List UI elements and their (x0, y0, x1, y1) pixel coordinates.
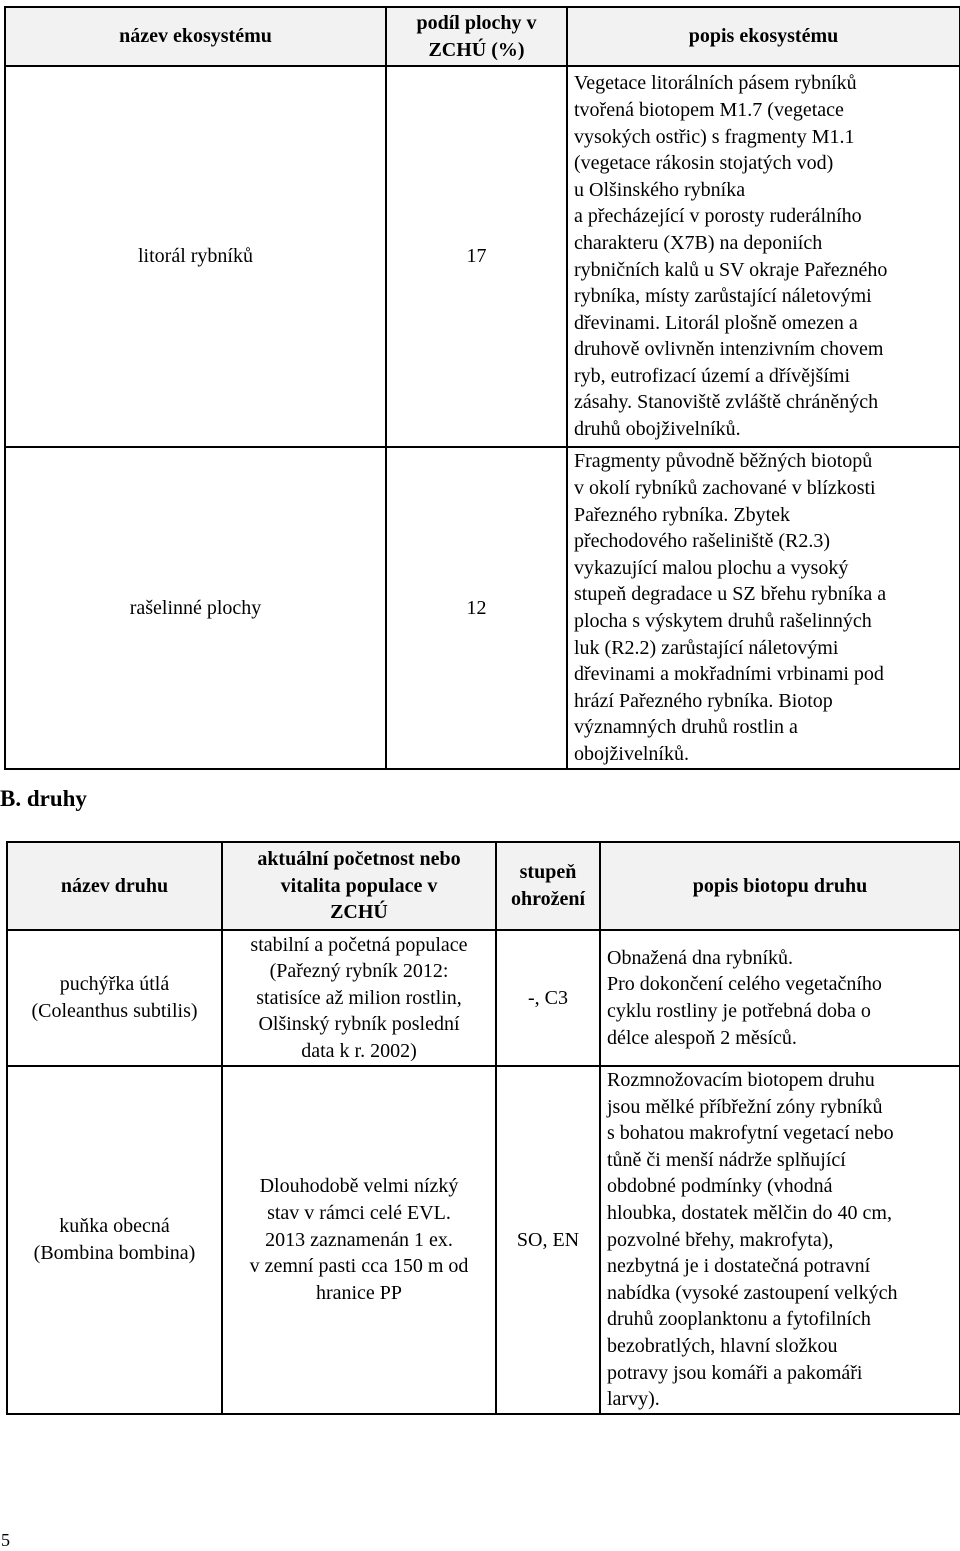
species-name: puchýřka útlá (Coleanthus subtilis) (7, 930, 222, 1066)
species-header-row (7, 842, 960, 930)
header-habitat-description: popis biotopu druhu (600, 842, 960, 930)
ecosystem-description: Fragmenty původně běžných biotopů v okolí rybníků zachované v blízkosti Pařezného rybníka. Zbytek přechodového rašeliniště (R2.3) vykazující malou plochu a vysoký stupeň degradace u SZ břehu rybníka a plocha s výskytem druhů rašelinných luk (R2.2) zarůstající náletovými dřevinami a mokřadními vrbinami pod hrází Pařezného rybníka. Biotop významných druhů rostlin a obojživelníků. (567, 447, 960, 769)
header-species-name: název druhu (7, 842, 222, 930)
ecosystem-share: 12 (386, 447, 567, 769)
section-heading-species: B. druhy (0, 786, 87, 811)
ecosystem-row (5, 447, 960, 769)
species-table (6, 841, 960, 1415)
species-abundance: Dlouhodobě velmi nízký stav v rámci celé EVL. 2013 zaznamenán 1 ex. v zemní pasti cca 150 m od hranice PP (222, 1066, 496, 1414)
header-area-share: podíl plochy v ZCHÚ (%) (386, 7, 567, 66)
species-habitat: Rozmnožovacím biotopem druhu jsou mělké příbřežní zóny rybníků s bohatou makrofytní vegetací nebo tůně či menší nádrže splňující obdobné podmínky (vhodná hloubka, dostatek mělčin do 40 cm, pozvolné břehy, makrofyta), nezbytná je i dostatečná potravní nabídka (vysoké zastoupení velkých druhů zooplanktonu a fytofilních bezobratlých, hlavní složkou potravy jsou komáři a pakomáři larvy). (600, 1066, 960, 1414)
header-threat-level: stupeň ohrožení (496, 842, 600, 930)
species-abundance: stabilní a početná populace (Pařezný rybník 2012: statisíce až milion rostlin, Olšinský rybník poslední data k r. 2002) (222, 930, 496, 1066)
ecosystem-table (4, 6, 960, 770)
species-habitat: Obnažená dna rybníků. Pro dokončení celého vegetačního cyklu rostliny je potřebná doba o délce alespoň 2 měsíců. (600, 930, 960, 1066)
ecosystem-name: litorál rybníků (5, 66, 386, 447)
ecosystem-description: Vegetace litorálních pásem rybníků tvořená biotopem M1.7 (vegetace vysokých ostřic) s fragmenty M1.1 (vegetace rákosin stojatých vod) u Olšinského rybníka a přecházející v porosty ruderálního charakteru (X7B) na deponiích rybničních kalů u SV okraje Pařezného rybníka, místy zarůstající náletovými dřevinami. Litorál plošně omezen a druhově ovlivněn intenzivním chovem ryb, eutrofizací území a dřívějšími zásahy. Stanoviště zvláště chráněných druhů obojživelníků. (567, 66, 960, 447)
ecosystem-header-row (5, 7, 960, 66)
species-name: kuňka obecná (Bombina bombina) (7, 1066, 222, 1414)
species-row (7, 930, 960, 1066)
species-threat: -, C3 (496, 930, 600, 1066)
page-number: 5 (1, 1530, 10, 1550)
ecosystem-row (5, 66, 960, 447)
header-ecosystem-name: název ekosystému (5, 7, 386, 66)
species-threat: SO, EN (496, 1066, 600, 1414)
header-ecosystem-description: popis ekosystému (567, 7, 960, 66)
ecosystem-name: rašelinné plochy (5, 447, 386, 769)
species-row (7, 1066, 960, 1414)
ecosystem-share: 17 (386, 66, 567, 447)
header-abundance: aktuální početnost nebo vitalita populace v ZCHÚ (222, 842, 496, 930)
